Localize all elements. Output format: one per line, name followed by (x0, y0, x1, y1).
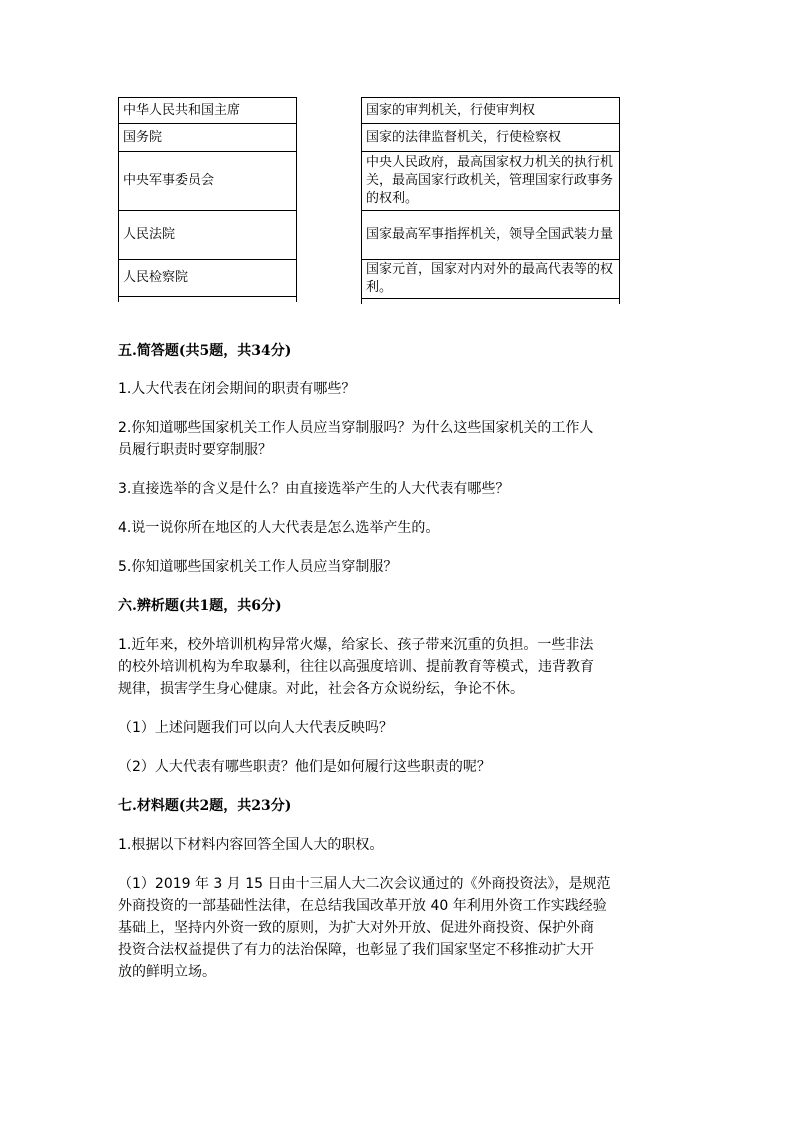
left-item-5: 人民检察院 (119, 260, 297, 297)
right-item-2: 国家的法律监督机关，行使检察权 (362, 124, 620, 152)
question-5-5: 5.你知道哪些国家机关工作人员应当穿制服？ (118, 559, 398, 575)
material-line-1: （1）2019 年 3 月 15 日由十三届人大二次会议通过的《外商投资法》，是规范 (118, 876, 611, 892)
table-stub (362, 299, 620, 305)
material-line-4: 投资合法权益提供了有力的法治保障，也彰显了我们国家坚定不移推动扩大开 (118, 942, 594, 958)
right-item-4: 国家最高军事指挥机关，领导全国武装力量 (362, 211, 620, 260)
material-line-2: 外商投资的一部基础性法律，在总结我国改革开放 40 年利用外资工作实践经验 (118, 898, 607, 914)
question-7-1: 1.根据以下材料内容回答全国人大的职权。 (118, 837, 384, 853)
question-5-2-line-1: 2.你知道哪些国家机关工作人员应当穿制服吗？为什么这些国家机关的工作人 (118, 420, 594, 436)
left-item-1: 中华人民共和国主席 (119, 98, 297, 124)
question-5-2-line-2: 员履行职责时要穿制服？ (118, 442, 272, 458)
question-6-1-line-2: 的校外培训机构为牟取暴利，往往以高强度培训、提前教育等模式，违背教育 (118, 659, 594, 675)
right-item-3: 中央人民政府，最高国家权力机关的执行机关，最高国家行政机关，管理国家行政事务的权利。 (362, 152, 620, 211)
material-line-3: 基础上，坚持内外资一致的原则，为扩大对外开放、促进外商投资、保护外商 (118, 920, 594, 936)
question-6-1-line-3: 规律，损害学生身心健康。对此，社会各方众说纷纭，争论不休。 (118, 681, 524, 697)
left-item-3: 中央军事委员会 (119, 152, 297, 211)
question-5-1: 1.人大代表在闭会期间的职责有哪些？ (118, 381, 356, 397)
match-table-right (361, 97, 620, 304)
question-5-4: 4.说一说你所在地区的人大代表是怎么选举产生的。 (118, 520, 440, 536)
material-line-5: 放的鲜明立场。 (118, 964, 216, 980)
right-item-5: 国家元首，国家对内对外的最高代表等的权利。 (362, 260, 620, 299)
question-6-sub-2: （2）人大代表有哪些职责？他们是如何履行这些职责的呢？ (118, 759, 491, 775)
question-6-1-line-1: 1.近年来，校外培训机构异常火爆，给家长、孩子带来沉重的负担。一些非法 (118, 637, 594, 653)
section-6-title: 六.辨析题(共1题，共6分) (118, 598, 282, 614)
question-6-sub-1: （1）上述问题我们可以向人大代表反映吗？ (118, 720, 393, 736)
table-stub (119, 297, 297, 303)
left-item-4: 人民法院 (119, 211, 297, 260)
section-7-title: 七.材料题(共2题，共23分) (118, 798, 292, 814)
right-item-1: 国家的审判机关，行使审判权 (362, 98, 620, 124)
left-item-2: 国务院 (119, 124, 297, 152)
match-table-left (118, 97, 297, 302)
section-5-title: 五.简答题(共5题，共34分) (118, 343, 292, 359)
question-5-3: 3.直接选举的含义是什么？由直接选举产生的人大代表有哪些？ (118, 481, 510, 497)
